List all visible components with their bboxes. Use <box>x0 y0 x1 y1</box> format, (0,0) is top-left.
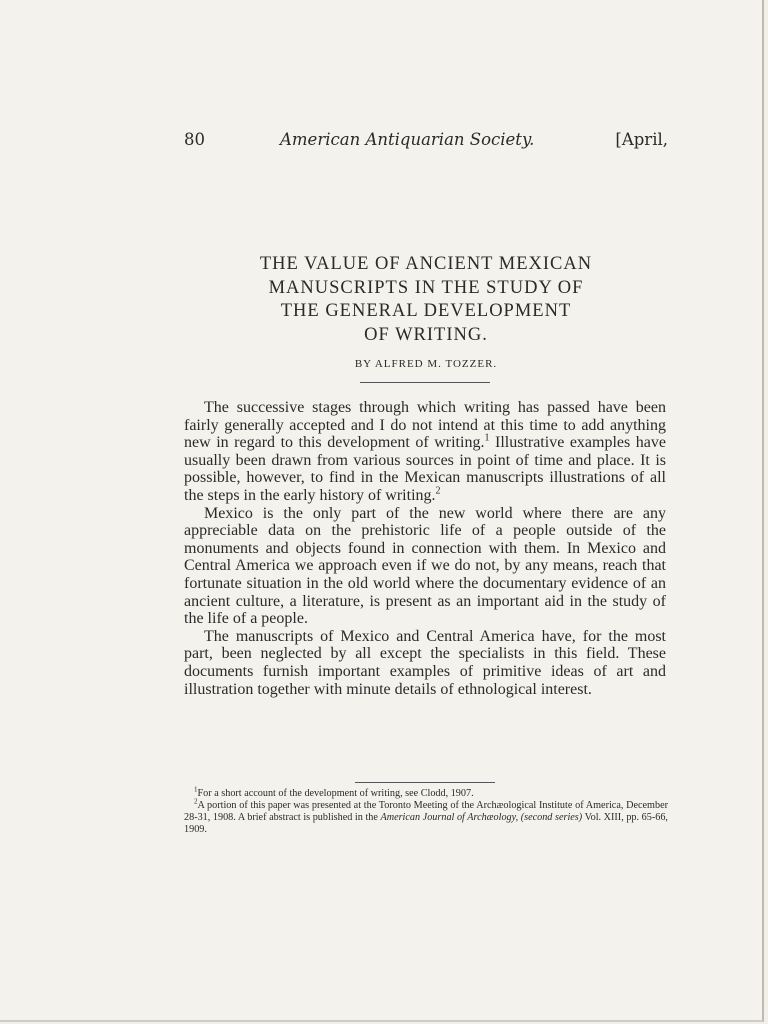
paragraph: The manuscripts of Mexico and Central America have, for the most part, been neglected by all except the specialists in this field. These documents furnish important examples of primitive ideas of art and illustration together with minute details of ethnological interest. <box>184 627 666 698</box>
paragraph <box>184 399 666 505</box>
footnote-journal: American Journal of Archæology, (second series) <box>380 812 583 823</box>
title-line: MANUSCRIPTS IN THE STUDY OF <box>268 277 584 298</box>
paragraph-text: The successive stages through which writing has passed have been fairly generally accepted and I do not intend at this time to add anything new in regard to this development of writing. <box>184 399 666 452</box>
author-byline: BY ALFRED M. TOZZER. <box>354 358 498 370</box>
footnote-ref: 2 <box>435 485 441 497</box>
article-body <box>184 399 666 698</box>
title-line: OF WRITING. <box>364 324 488 345</box>
paragraph: Mexico is the only part of the new world where there are any appreciable data on the prehistoric life of a people outside of the monuments and objects found in connection with them. In Mexico and Central America we approach even if we do not, by any means, reach that fortunate situation in the old world where the documentary evidence of an ancient culture, a literature, is present as an important aid in the study of the life of a people. <box>184 504 666 628</box>
footnote-mark: 1 <box>194 785 198 794</box>
paragraph-text: Illustrative examples have usually been drawn from various sources in point of time and place. It is possible, however, to find in the Mexican manuscripts illustrations of all the steps in the early history of writing. <box>184 434 666 504</box>
page-number: 80 <box>184 130 205 149</box>
title-line: THE VALUE OF ANCIENT MEXICAN <box>259 254 593 274</box>
footnotes <box>184 785 668 836</box>
footnote-text: Vol. XIII, pp. 65-66, 1909. <box>184 812 668 835</box>
article-title <box>184 253 668 347</box>
issue-date: [April, <box>615 130 668 149</box>
footnote-divider <box>355 782 495 783</box>
running-header <box>184 130 668 152</box>
footnote-mark: 2 <box>194 797 198 806</box>
footnote <box>184 797 668 836</box>
title-line: THE GENERAL DEVELOPMENT <box>280 301 572 321</box>
journal-title: American Antiquarian Society. <box>280 130 535 149</box>
footnote-text: A portion of this paper was presented at the Toronto Meeting of the Archæological Institute of America, December 28-31, 1908. A brief abstract is published in the <box>184 800 668 823</box>
footnote-ref: 1 <box>484 432 490 444</box>
footnote <box>184 785 668 800</box>
footnote-text: For a short account of the development of writing, see Clodd, 1907. <box>197 788 474 799</box>
title-divider <box>360 382 490 383</box>
